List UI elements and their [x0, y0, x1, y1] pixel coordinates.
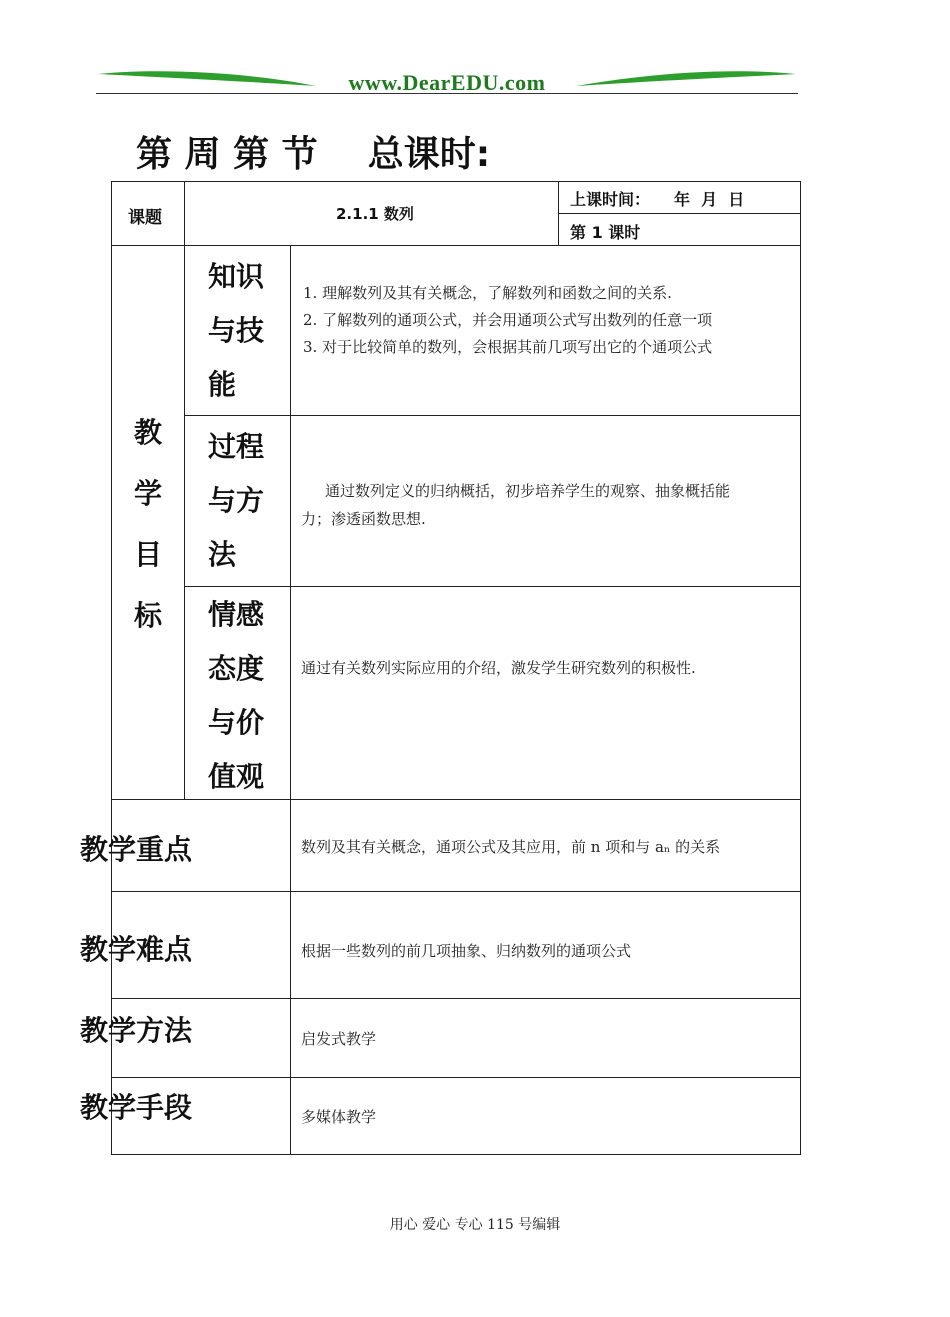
header-rule [96, 93, 798, 94]
goal-attitude-content: 通过有关数列实际应用的介绍，激发学生研究数列的积极性. [301, 659, 696, 677]
goal-attitude-label: 情感 态度 与价 值观 [208, 598, 265, 793]
class-time-label: 上课时间： [570, 190, 651, 209]
means-content: 多媒体教学 [301, 1108, 377, 1126]
teaching-goals-label: 教 学 目 标 [133, 416, 162, 632]
difficulties-content: 根据一些数列的前几项抽象、归纳数列的通项公式 [301, 942, 632, 960]
method-content: 启发式教学 [301, 1030, 377, 1048]
goal-process-content: 通过数列定义的归纳概括，初步培养学生的观察、抽象概括能 力；渗透函数思想. [301, 482, 731, 528]
means-label: 教学手段 [80, 1091, 193, 1124]
key-points-label: 教学重点 [80, 833, 193, 866]
page-heading: 第 周 第 节 总课时: [136, 134, 491, 175]
goal-knowledge-label: 知识 与技 能 [208, 260, 265, 401]
topic-label: 课题 [128, 208, 162, 228]
site-logo-text: www.DearEDU.com [348, 70, 546, 95]
goal-knowledge-content: 1. 理解数列及其有关概念，了解数列和函数之间的关系. 2. 了解数列的通项公式，并会用通项公式写出数列的任意一项 3. 对于比较简单的数列，会根据其前几项写出它的个通项公式 [303, 284, 713, 356]
goal-process-label: 过程 与方 法 [208, 430, 265, 571]
page-footer: 用心 爱心 专心 115 号编辑 [389, 1217, 561, 1233]
lesson-number: 第 1 课时 [570, 223, 641, 242]
key-points-content: 数列及其有关概念，通项公式及其应用，前 n 项和与 aₙ 的关系 [301, 838, 721, 856]
topic-value: 2.1.1 数列 [336, 205, 414, 223]
class-time-fields: 年 月 日 [674, 190, 745, 209]
difficulties-label: 教学难点 [80, 933, 193, 966]
method-label: 教学方法 [80, 1014, 193, 1047]
